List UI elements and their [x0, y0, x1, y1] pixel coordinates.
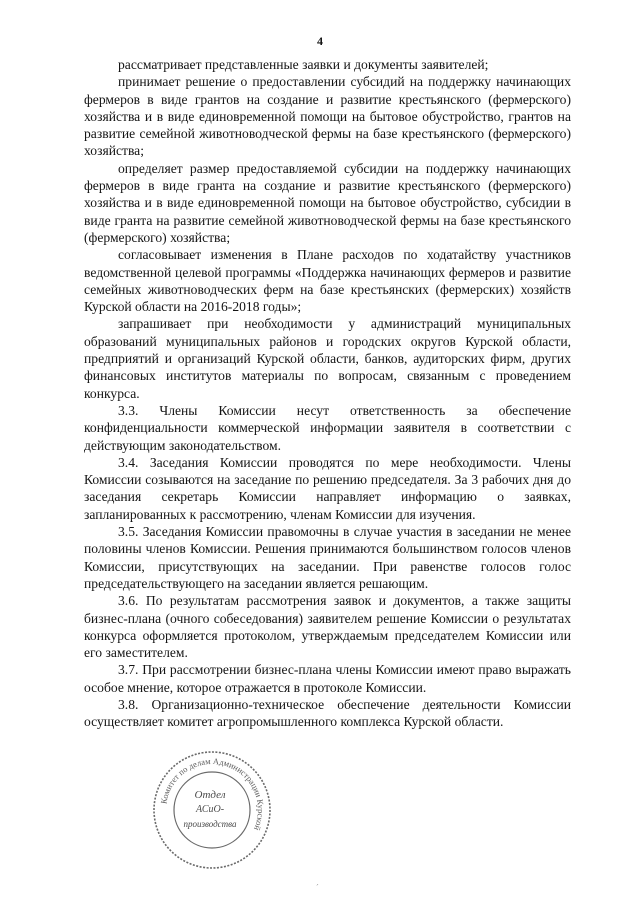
paragraph-approves-changes: согласовывает изменения в Плане расходов по ходатайству участников ведомственной целевой программы «Поддержка начинающих фермеров и развитие семейных животноводческих ферм на базе крестьянских (фермерских) хозяйств Курской области на 2016-2018 годы»; [84, 247, 571, 315]
stamp-line-unit: АСиО- [195, 804, 225, 815]
stamp-line-production: производства [183, 819, 237, 829]
paragraph-3-3: 3.3. Члены Комиссии несут ответственность за обеспечение конфиденциальности коммерческой информации заявителя в соответствии с действующим законодательством. [84, 402, 571, 453]
stamp-line-department: Отдел [194, 789, 226, 801]
stamp-ring-text: Комитет по делам Администрации Курской [158, 755, 267, 832]
page-number: 4 [317, 34, 323, 48]
paragraph-3-4: 3.4. Заседания Комиссии проводятся по мере необходимости. Члены Комиссии созываются на заседание по решению председателя. За 3 рабочих дня до заседания секретарь Комиссии направляет информацию о заявках, запланированных к рассмотрению, членам Комиссии для изучения. [84, 454, 571, 522]
paragraph-determines-subsidy: определяет размер предоставляемой субсидии на поддержку начинающих фермеров в виде гранта на создание и развитие крестьянского (фермерского) хозяйства и в виде единовременной помощи на бытовое обустройство, субсидии в виде гранта на развитие семейной животноводческой фермы на базе крестьянского (фермерского) хозяйства; [84, 160, 571, 245]
paragraph-3-5: 3.5. Заседания Комиссии правомочны в случае участия в заседании не менее половины членов Комиссии. Решения принимаются большинством голосов членов Комиссии, присутствующих на заседании. При равенстве голосов голос председательствующего на заседании является решающим. [84, 524, 571, 591]
scan-artifact-mark: ´ [316, 883, 319, 892]
paragraph-3-6: 3.6. По результатам рассмотрения заявок и документов, а также защиты бизнес-плана (очного собеседования) заявителем решение Комиссии о результатах конкурса оформляется протоколом, утверждаемым председателем Комиссии или его заместителем. [84, 593, 571, 661]
paragraph-3-8: 3.8. Организационно-техническое обеспечение деятельности Комиссии осуществляет комитет агропромышленного комплекса Курской области. [84, 696, 571, 730]
official-stamp [150, 748, 274, 872]
document-body [84, 56, 571, 731]
paragraph-requests-materials: запрашивает при необходимости у администраций муниципальных образований муниципальных районов и городских округов Курской области, предприятий и организаций Курской области, банков, аудиторских фирм, других финансовых институтов материалы по вопросам, связанным с проведением конкурса. [84, 316, 571, 401]
paragraph-reviews-applications: рассматривает представленные заявки и документы заявителей; [118, 57, 489, 72]
paragraph-3-7: 3.7. При рассмотрении бизнес-плана члены Комиссии имеют право выражать особое мнение, которое отражается в протоколе Комиссии. [84, 662, 571, 695]
paragraph-makes-decision: принимает решение о предоставлении субсидий на поддержку начинающих фермеров в виде грантов на создание и развитие крестьянского (фермерского) хозяйства и в виде единовременной помощи на бытовое обустройство, грантов на развитие семейной животноводческой фермы на базе крестьянского (фермерского) хозяйства; [84, 74, 571, 159]
